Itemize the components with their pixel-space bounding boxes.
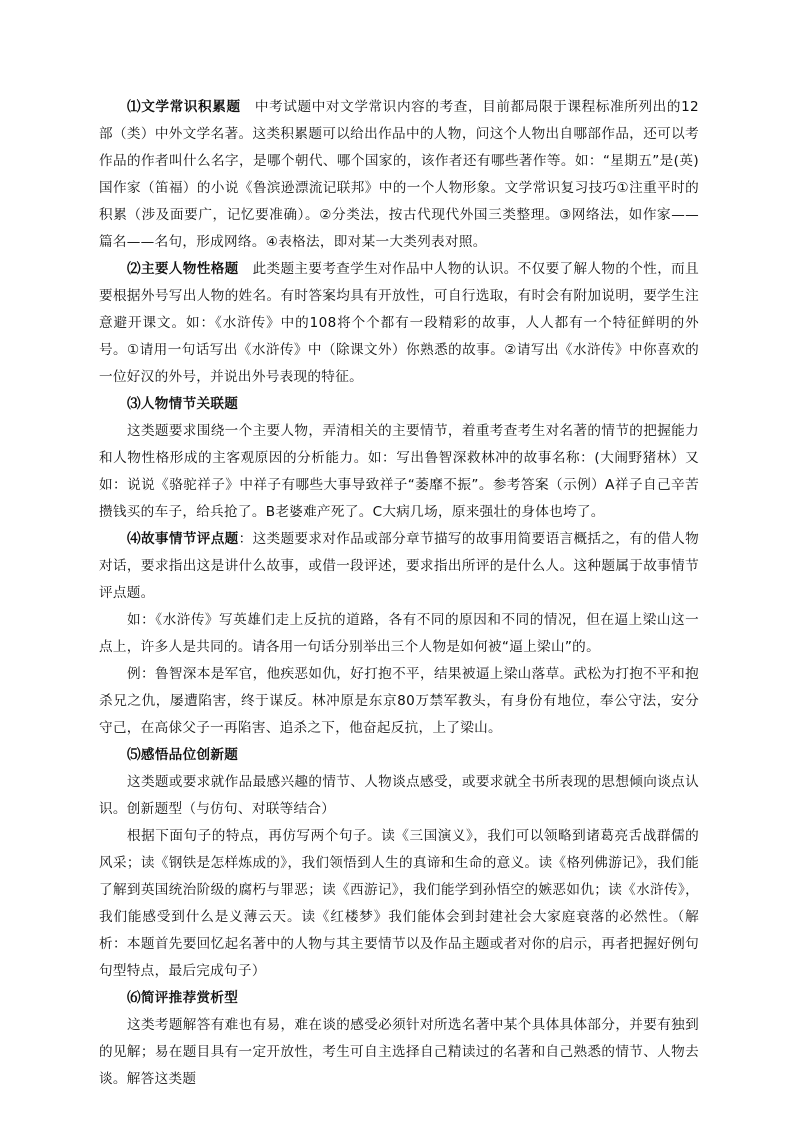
paragraph-character-traits [99,256,699,391]
heading-character-plot: ⑶人物情节关联题 [127,396,239,412]
heading-plot-comment: ⑷故事情节评点题 [127,531,239,547]
heading-character-traits: ⑵主要人物性格题 [127,261,239,277]
text-innovation: 这类题或要求就作品最感兴趣的情节、人物谈点感受，或要求就全书所表现的思想倾向谈点认识。创新题型（与仿句、对联等结合） [99,774,699,817]
text-plot-comment: ：这类题要求对作品或部分章节描写的故事用简要语言概括之，有的借人物对话，要求指出这是讲什么故事，或借一段评述，要求指出所评的是什么人。这种题属于故事情节评点题。 [99,531,699,601]
text-character-traits: 此类题主要考查学生对作品中人物的认识。不仅要了解人物的个性，而且要根据外号写出人物的姓名。有时答案均具有开放性，可自行选取，有时会有附加说明，要学生注意避开课文。如：《水浒传》中的108将个个都有一段精彩的故事，人人都有一个特征鲜明的外号。①请用一句话写出《水浒传》中（除课文外）你熟悉的故事。②请写出《水浒传》中你喜欢的一位好汉的外号，并说出外号表现的特征。 [99,261,699,385]
text-plot-comment-example-2: 例：鲁智深本是军官，他疾恶如仇，好打抱不平，结果被逼上梁山落草。武松为打抱不平和抱杀兄之仇，屡遭陷害，终于谋反。林冲原是东京80万禁军教头，有身份有地位，奉公守法，安分守己，在高俅父子一再陷害、追杀之下，他奋起反抗，上了梁山。 [99,666,699,736]
heading-literary-knowledge: ⑴文学常识积累题 [127,99,241,115]
text-innovation-example: 根据下面句子的特点，再仿写两个句子。读《三国演义》，我们可以领略到诸葛亮舌战群儒的风采；读《钢铁是怎样炼成的》，我们领悟到人生的真谛和生命的意义。读《格列佛游记》，我们能了解到英国统治阶级的腐朽与罪恶；读《西游记》，我们能学到孙悟空的嫉恶如仇；读《水浒传》，我们能感受到什么是义薄云天。读《红楼梦》我们能体会到封建社会大家庭衰落的必然性。（解析：本题首先要回忆起名著中的人物与其主要情节以及作品主题或者对你的启示，再者把握好例句句型特点，最后完成句子） [99,828,699,979]
text-plot-comment-example-1: 如：《水浒传》写英雄们走上反抗的道路，各有不同的原因和不同的情况，但在逼上梁山这一点上，许多人是共同的。请各用一句话分别举出三个人物是如何被“逼上梁山”的。 [99,612,699,655]
text-review-recommend: 这类考题解答有难也有易，难在谈的感受必须针对所选名著中某个具体具体部分，并要有独到的见解；易在题目具有一定开放性，考生可自主选择自己精读过的名著和自己熟悉的情节、人物去谈。解答这类题 [99,1017,699,1087]
paragraph-literary-knowledge [99,94,699,256]
text-character-plot: 这类题要求围绕一个主要人物，弄清相关的主要情节，着重考查考生对名著的情节的把握能力和人物性格形成的主客观原因的分析能力。如：写出鲁智深救林冲的故事名称：(大闹野猪林）又如：说说《骆驼祥子》中祥子有哪些大事导致祥子“萎靡不振”。参考答案（示例）A祥子自己辛苦攒钱买的车子，给兵抢了。B老婆难产死了。C大病几场，原来强壮的身体也垮了。 [99,423,699,520]
paragraph-plot-comment [99,526,699,607]
text-literary-knowledge: 中考试题中对文学常识内容的考查，目前都局限于课程标准所列出的12部（类）中外文学名著。这类积累题可以给出作品中的人物，问这个人物出自哪部作品，还可以考作品的作者叫什么名字，是哪个朝代、哪个国家的，该作者还有哪些著作等。如：“星期五”是(英)国作家（笛福）的小说《鲁滨逊漂流记联邦》中的一个人物形象。文学常识复习技巧①注重平时的积累（涉及面要广，记忆要准确）。②分类法，按古代现代外国三类整理。③网络法，如作家——篇名——名句，形成网络。④表格法，即对某一大类列表对照。 [99,99,699,250]
document-body [99,94,699,1093]
heading-review-recommend: ⑹简评推荐赏析型 [127,990,239,1006]
heading-innovation: ⑸感悟品位创新题 [127,747,239,763]
